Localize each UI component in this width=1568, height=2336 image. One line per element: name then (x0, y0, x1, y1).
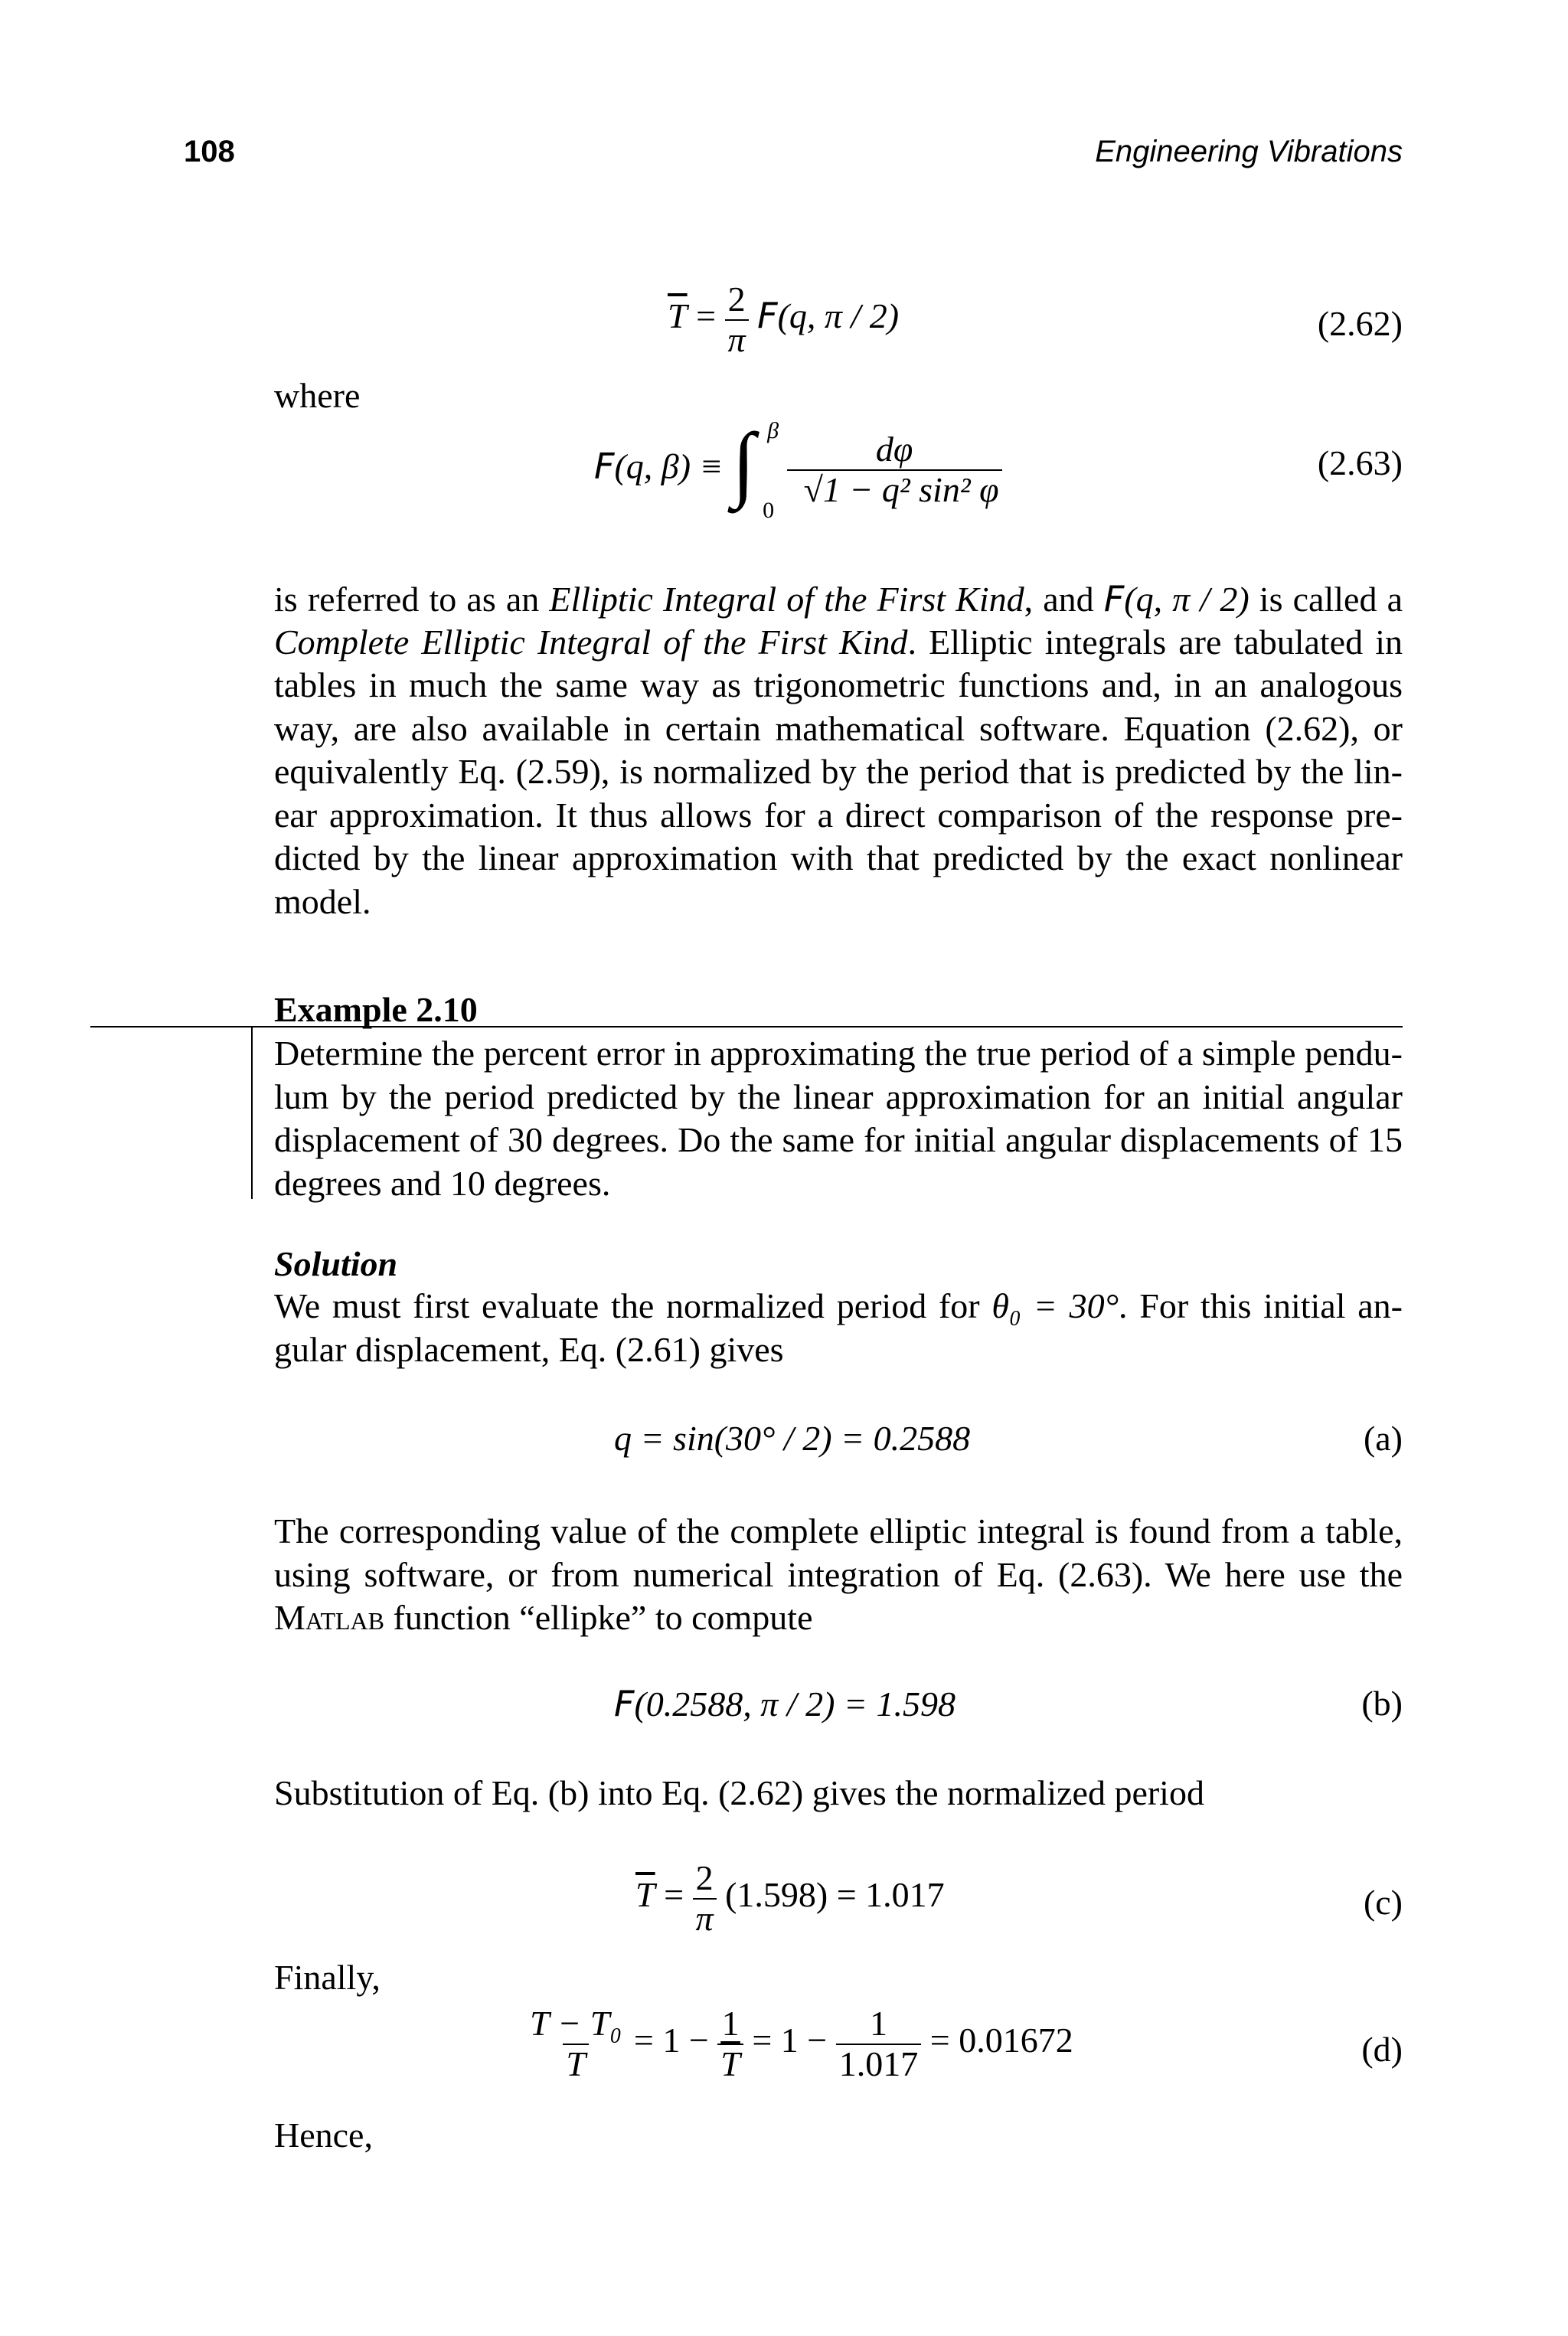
solution-paragraph-3 (274, 1772, 1403, 1815)
elliptic-function-symbol: F (757, 295, 778, 337)
text-line: lum by the period predicted by the linear approximation for an initial angular (274, 1077, 1403, 1116)
page-number: 108 (184, 135, 235, 168)
text-line: model. (274, 881, 371, 921)
solution-paragraph-2 (274, 1510, 1403, 1640)
text-line: gular displacement, Eq. (2.61) gives (274, 1329, 784, 1369)
where-label: where (274, 376, 361, 415)
equation-2-62 (668, 280, 899, 359)
solution-paragraph-1 (274, 1285, 1403, 1371)
finally-label: Finally, (274, 1958, 381, 1997)
equation-c: $\overline{T}$ = $\frac{2}{\pi}$ (1.598) = 1.017 (635, 1858, 945, 1938)
text-line: is referred to as an Elliptic Integral of the First Kind, and F(q, π / 2) is called a (274, 578, 1403, 619)
eq-fraction: $\frac{2}{\pi}$ (693, 1859, 717, 1938)
integrand-fraction: $\frac{d\varphi}{\text{√1 − q² sin² φ}}$ (787, 430, 1002, 509)
equation-number-2-63: (2.63) (1317, 443, 1403, 482)
example-top-rule (90, 1026, 1403, 1028)
eq-fraction: $\frac{1}{1.017}$ (836, 2004, 922, 2083)
example-title: Example 2.10 (274, 990, 478, 1029)
eq-lhs: $\overline{T}$ (668, 296, 688, 336)
text-line: The corresponding value of the complete elliptic integral is found from a table, (274, 1511, 1403, 1550)
text-line: Determine the percent error in approximating the true period of a simple pendu- (274, 1034, 1403, 1073)
equation-number-a: (a) (1363, 1419, 1403, 1458)
hence-label: Hence, (274, 2115, 373, 2155)
text-line: tables in much the same way as trigonometric functions and, in an analogous (274, 665, 1403, 704)
running-header-title: Engineering Vibrations (1095, 135, 1403, 168)
eq-fraction: $\frac{2}{\pi}$ (725, 280, 749, 359)
eq-lhs: (q, β) ≡ (614, 446, 724, 486)
text-line: displacement of 30 degrees. Do the same for initial angular displacements of 15 (274, 1120, 1403, 1159)
equation-number-b: (b) (1361, 1684, 1403, 1723)
solution-title: Solution (274, 1244, 398, 1283)
text-line: equivalently Eq. (2.59), is normalized by the period that is predicted by the lin- (274, 752, 1403, 791)
eq-fraction: $\frac{1}{T}$ (717, 2004, 743, 2083)
eq-fraction: $\frac{\text{T − T₀}}{T}$ (530, 2004, 622, 2083)
text-line: Complete Elliptic Integral of the First Kind. Elliptic integrals are tabulated in (274, 622, 1403, 662)
equation-number-d: (d) (1361, 2030, 1403, 2069)
text-line: degrees and 10 degrees. (274, 1163, 611, 1203)
equation-b: F(0.2588, π / 2) = 1.598 (614, 1683, 956, 1724)
eq-sign: = (696, 296, 717, 336)
example-side-rule (251, 1026, 253, 1199)
equation-number-2-62: (2.62) (1317, 304, 1403, 343)
text-line: way, are also available in certain mathematical software. Equation (2.62), or (274, 708, 1403, 748)
eq-rhs: (q, π / 2) (777, 296, 900, 336)
elliptic-function-symbol: F (594, 445, 615, 487)
equation-number-c: (c) (1363, 1883, 1403, 1922)
text-line: Matlab function “ellipke” to compute (274, 1598, 813, 1637)
equation-d: $\frac{\text{T − T₀}}{T}$ = 1 − $\frac{1}{T}$ = 1 − $\frac{1}{1.017}$ = 0.01672 (527, 2004, 1073, 2083)
eq-lhs: $\overline{T}$ (635, 1875, 655, 1915)
text-line: Substitution of Eq. (b) into Eq. (2.62) gives the normalized period (274, 1773, 1204, 1812)
integral-sign: ∫ β 0 (732, 416, 779, 523)
elliptic-function-symbol: F (614, 1683, 635, 1724)
text-line: We must first evaluate the normalized period for θ₀ = 30°. For this initial an- (274, 1286, 1403, 1325)
text-line: dicted by the linear approximation with that predicted by the exact nonlinear (274, 838, 1403, 877)
body-paragraph-1 (274, 577, 1403, 923)
integral-lower-limit: 0 (763, 498, 775, 523)
equation-a: q = sin(30° / 2) = 0.2588 (614, 1419, 971, 1458)
equation-2-63 (594, 416, 1002, 523)
text-line: using software, or from numerical integration of Eq. (2.63). We here use the (274, 1554, 1403, 1594)
text-line: ear approximation. It thus allows for a direct comparison of the response pre- (274, 795, 1403, 835)
example-statement (274, 1032, 1403, 1205)
integral-upper-limit: β (767, 418, 779, 443)
